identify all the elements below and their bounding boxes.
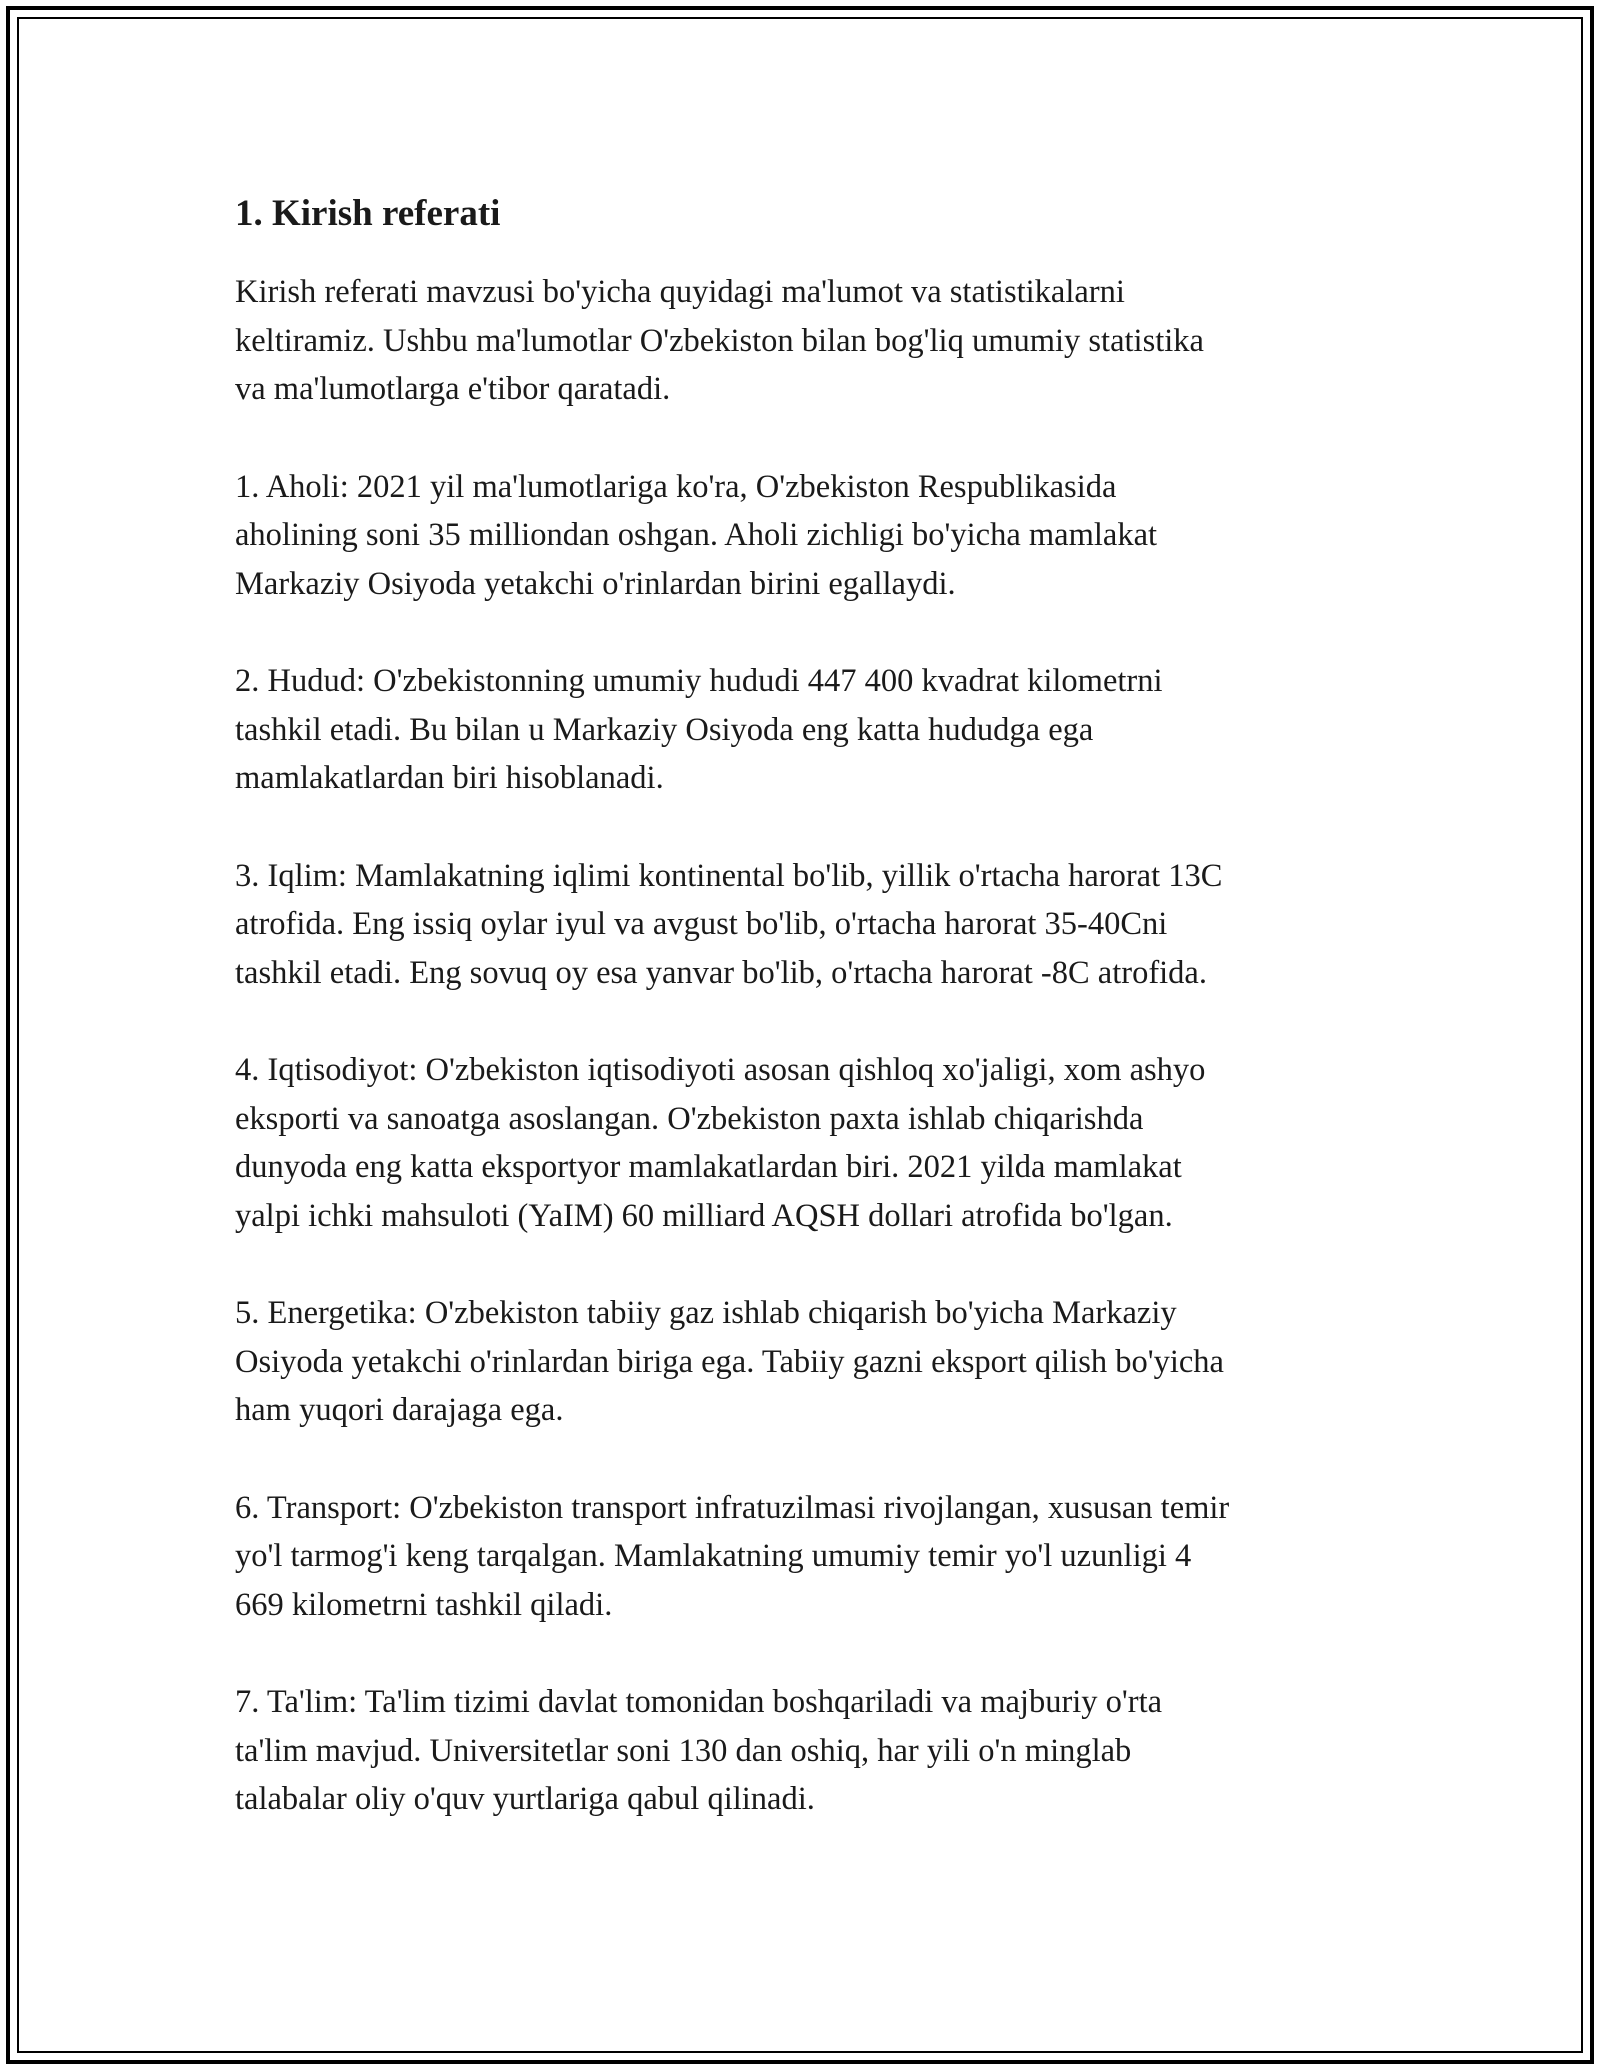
intro-paragraph: Kirish referati mavzusi bo'yicha quyidagi ma'lumot va statistikalarni keltiramiz. Ushbu ma'lumotlar O'zbekiston bilan bog'liq umumiy statistika va ma'lumotlarga e'tibor qaratadi. [235,274,1204,407]
document-body [235,190,1365,1873]
paragraph-energy: 5. Energetika: O'zbekiston tabiiy gaz ishlab chiqarish bo'yicha Markaziy Osiyoda yetakchi o'rinlardan biriga ega. Tabiiy gazni eksport qilish bo'yicha ham yuqori darajaga ega. [235,1295,1224,1428]
paragraph-population: 1. Aholi: 2021 yil ma'lumotlariga ko'ra, O'zbekiston Respublikasida aholining soni 35 milliondan oshgan. Aholi zichligi bo'yicha mamlakat Markaziy Osiyoda yetakchi o'rinlardan birini egallaydi. [235,468,1158,602]
paragraph-transport: 6. Transport: O'zbekiston transport infratuzilmasi rivojlangan, xususan temir yo'l tarmog'i keng tarqalgan. Mamlakatning umumiy temir yo'l uzunligi 4 669 kilometrni tashkil qiladi. [235,1489,1230,1623]
paragraph-climate: 3. Iqlim: Mamlakatning iqlimi kontinental bo'lib, yillik o'rtacha harorat 13C atrofida. Eng issiq oylar iyul va avgust bo'lib, o'rtacha harorat 35-40Cni tashkil etadi. Eng sovuq oy esa yanvar bo'lib, o'rtacha harorat -8C atrofida. [235,857,1223,991]
paragraph-economy: 4. Iqtisodiyot: O'zbekiston iqtisodiyoti asosan qishloq xo'jaligi, xom ashyo eksporti va sanoatga asoslangan. O'zbekiston paxta ishlab chiqarishda dunyoda eng katta eksportyor mamlakatlardan biri. 2021 yilda mamlakat yalpi ichki mahsuloti (YaIM) 60 milliard AQSH dollari atrofida bo'lgan. [235,1052,1206,1234]
paragraph-territory: 2. Hudud: O'zbekistonning umumiy hududi 447 400 kvadrat kilometrni tashkil etadi. Bu bilan u Markaziy Osiyoda eng katta hududga ega mamlakatlardan biri hisoblanadi. [235,663,1163,796]
paragraph-education: 7. Ta'lim: Ta'lim tizimi davlat tomonidan boshqariladi va majburiy o'rta ta'lim mavjud. Universitetlar soni 130 dan oshiq, har yili o'n minglab talabalar oliy o'quv yurtlariga qabul qilinadi. [235,1684,1163,1817]
section-heading: 1. Kirish referati [235,193,501,234]
